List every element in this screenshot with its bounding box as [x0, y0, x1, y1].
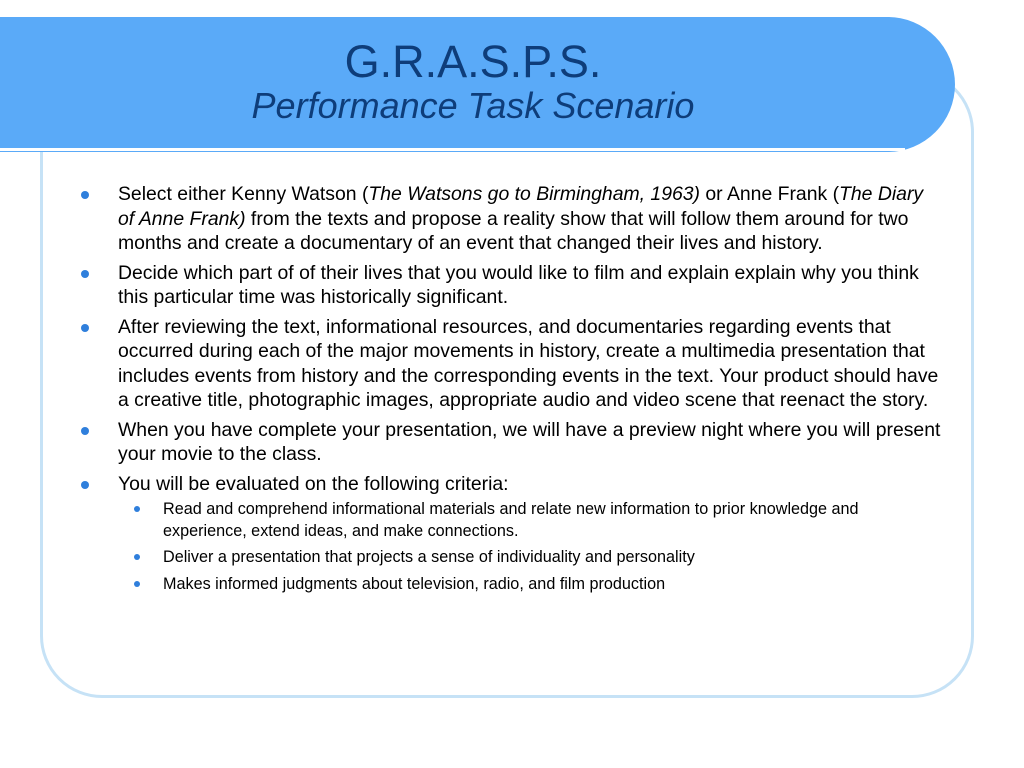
bullet-dot-icon [134, 554, 140, 560]
bullet-item [118, 472, 944, 497]
bullet-text: Decide which part of of their lives that you would like to film and explain explain why you think this particular time was historically significant. [118, 261, 919, 308]
slide-title: G.R.A.S.P.S. [344, 36, 602, 87]
bullet-text: After reviewing the text, informational resources, and documentaries regarding events that occurred during each of the major movements in history, create a multimedia presentation that includes events from history and the corresponding events in the text. Your product should have a creative title, photographic images, appropriate audio and video scene that reenact the story. [118, 315, 939, 411]
title-banner [0, 17, 955, 152]
bullet-dot-icon [81, 427, 89, 435]
title-underline [0, 148, 905, 151]
bullet-text: You will be evaluated on the following criteria: [118, 472, 509, 495]
bullet-dot-icon [81, 270, 89, 278]
criteria-text: Deliver a presentation that projects a sense of individuality and personality [163, 548, 695, 566]
criteria-item [163, 499, 944, 542]
bullet-dot-icon [81, 481, 89, 489]
bullet-dot-icon [134, 581, 140, 587]
criteria-text: Read and comprehend informational materials and relate new information to prior knowledge and experience, extend ideas, and make connections. [163, 500, 859, 540]
book-title: The Diary of Anne Frank) [118, 183, 924, 230]
criteria-item [163, 547, 944, 569]
criteria-text: Makes informed judgments about television, radio, and film production [163, 574, 666, 593]
bullet-text: When you have complete your presentation, we will have a preview night where you will present your movie to the class. [118, 418, 941, 465]
bullet-text: Select either Kenny Watson ( [118, 183, 369, 205]
bullet-list [118, 182, 944, 600]
bullet-item [118, 261, 944, 310]
bullet-item [118, 182, 944, 256]
bullet-dot-icon [134, 506, 140, 512]
criteria-list [163, 499, 944, 595]
slide-title-block [0, 36, 946, 126]
bullet-dot-icon [81, 324, 89, 332]
criteria-item [163, 574, 944, 596]
bullet-dot-icon [81, 191, 89, 199]
bullet-text: or Anne Frank ( [700, 183, 840, 205]
slide-subtitle: Performance Task Scenario [251, 85, 695, 126]
book-title: The Watsons go to Birmingham, 1963) [368, 183, 701, 205]
bullet-item [118, 315, 944, 413]
bullet-item [118, 418, 944, 467]
bullet-text: from the texts and propose a reality show that will follow them around for two months and create a documentary of an event that changed their lives and history. [118, 207, 909, 254]
